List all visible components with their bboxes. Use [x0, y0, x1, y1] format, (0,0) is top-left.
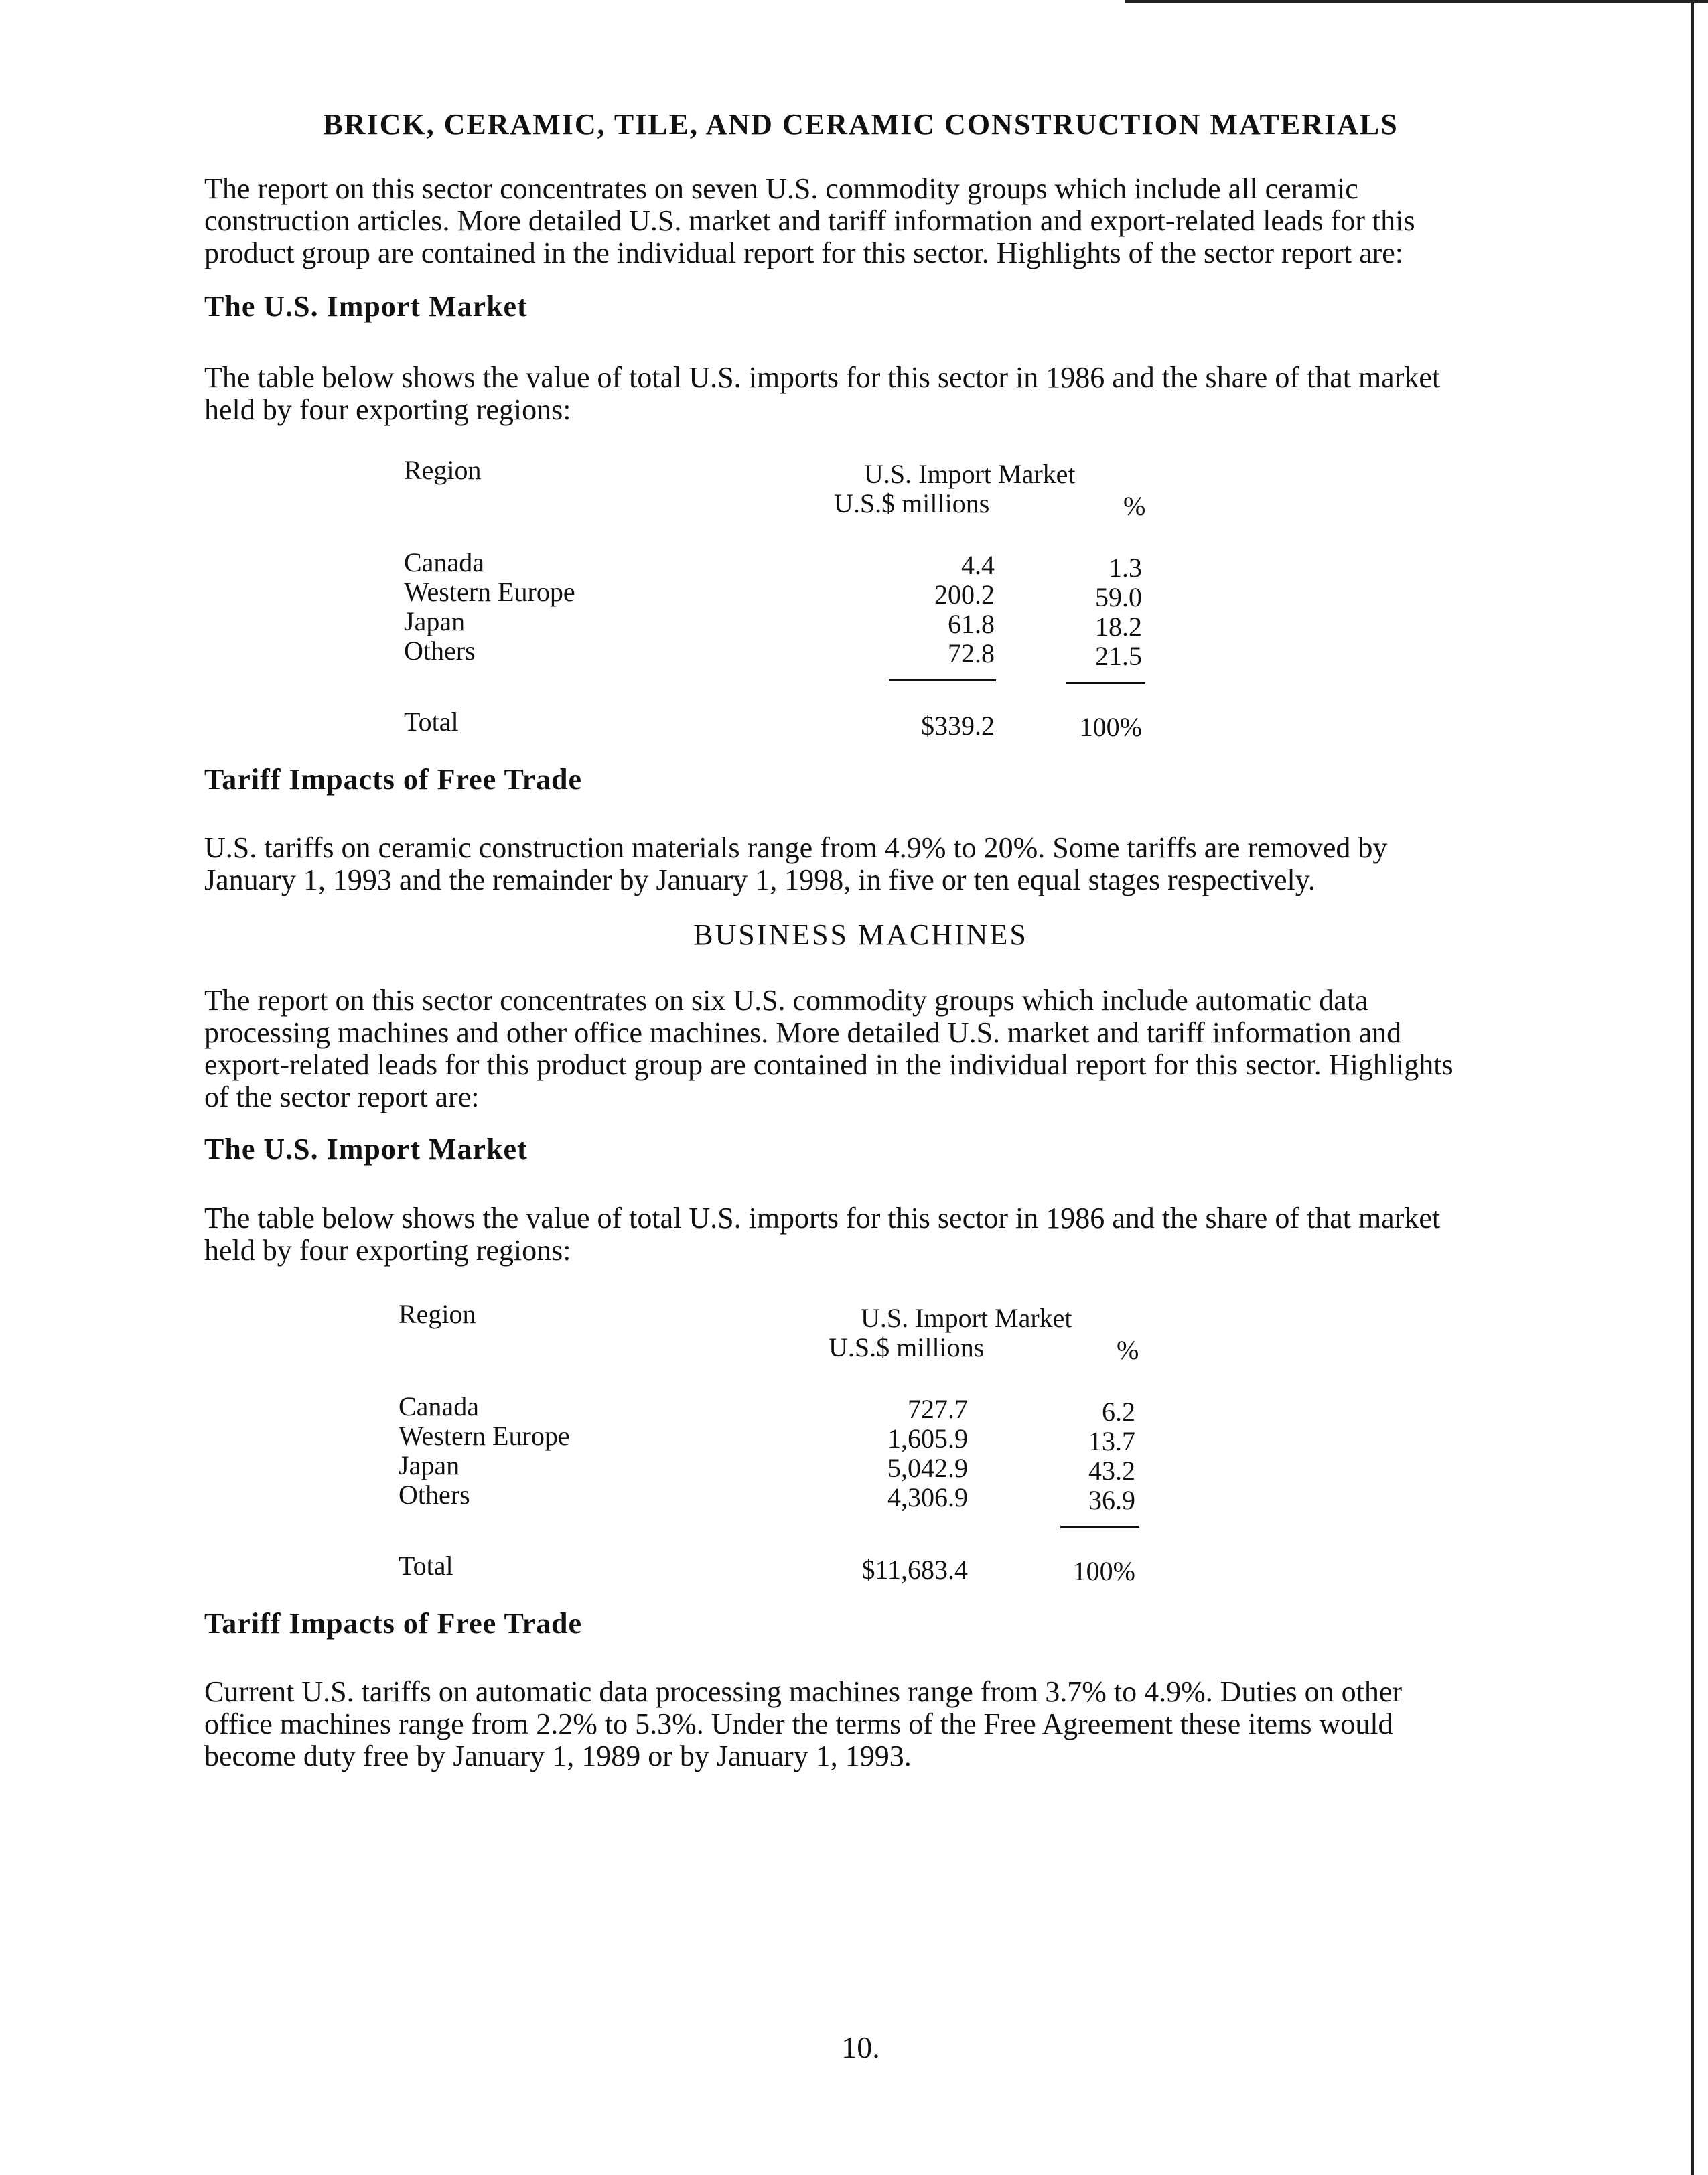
total-label: Total — [404, 707, 459, 737]
column-header-percent: % — [1123, 491, 1146, 521]
row-value: 72.8 — [948, 638, 995, 669]
text-line: U.S. tariffs on ceramic construction materials range from 4.9% to 20%. Some tariffs are removed by — [204, 831, 1388, 864]
text-line: processing machines and other office machines. More detailed U.S. market and tariff information and — [204, 1016, 1402, 1049]
section-intro-ceramics — [204, 173, 1517, 269]
row-percent: 18.2 — [1095, 612, 1142, 642]
text-line: The report on this sector concentrates on six U.S. commodity groups which include automatic data — [204, 984, 1368, 1017]
tariff-heading: Tariff Impacts of Free Trade — [204, 1607, 583, 1640]
text-line: construction articles. More detailed U.S. market and tariff information and export-related leads for this — [204, 204, 1415, 237]
tariff-paragraph — [204, 832, 1517, 896]
scan-edge-top — [1125, 0, 1708, 3]
import-market-heading: The U.S. Import Market — [204, 1133, 528, 1166]
row-percent: 13.7 — [1088, 1426, 1135, 1456]
subtotal-rule — [1066, 682, 1145, 684]
section-heading-business-machines: BUSINESS MACHINES — [693, 918, 1028, 951]
row-percent: 43.2 — [1088, 1456, 1135, 1486]
total-label: Total — [399, 1551, 453, 1581]
subtotal-rule — [889, 679, 996, 681]
section-heading-ceramics: BRICK, CERAMIC, TILE, AND CERAMIC CONSTRUCTION MATERIALS — [323, 108, 1399, 141]
row-value: 727.7 — [908, 1394, 968, 1424]
total-value: $11,683.4 — [861, 1555, 968, 1585]
section-intro-business-machines — [204, 985, 1517, 1113]
page-number: 10. — [841, 2030, 880, 2064]
text-line: export-related leads for this product group are contained in the individual report for this sector. Highlights — [204, 1048, 1453, 1081]
row-percent: 59.0 — [1095, 582, 1142, 612]
row-percent: 21.5 — [1095, 641, 1142, 671]
text-line: Current U.S. tariffs on automatic data processing machines range from 3.7% to 4.9%. Duties on other — [204, 1675, 1403, 1708]
row-label: Western Europe — [399, 1421, 570, 1451]
row-label: Canada — [404, 547, 484, 577]
column-header-value: U.S.$ millions — [829, 1332, 985, 1362]
row-label: Japan — [399, 1450, 460, 1480]
row-label: Japan — [404, 606, 466, 636]
column-header-value: U.S.$ millions — [834, 488, 990, 518]
column-header-percent: % — [1117, 1335, 1139, 1365]
text-line: The table below shows the value of total U.S. imports for this sector in 1986 and the share of that market — [204, 361, 1441, 394]
tariff-heading: Tariff Impacts of Free Trade — [204, 763, 583, 796]
row-label: Others — [404, 636, 476, 666]
column-header-region: Region — [404, 455, 482, 485]
column-group-header: U.S. Import Market — [864, 459, 1076, 489]
text-line: product group are contained in the individual report for this sector. Highlights of the sector report are: — [204, 236, 1404, 269]
row-percent: 1.3 — [1109, 553, 1142, 583]
total-value: $339.2 — [921, 711, 995, 741]
import-market-heading: The U.S. Import Market — [204, 290, 528, 323]
text-line: office machines range from 2.2% to 5.3%. Under the terms of the Free Agreement these items would — [204, 1707, 1393, 1740]
text-line: of the sector report are: — [204, 1080, 480, 1113]
total-percent: 100% — [1072, 1556, 1135, 1586]
text-line: held by four exporting regions: — [204, 393, 571, 426]
table-intro — [204, 1202, 1517, 1267]
tariff-paragraph — [204, 1676, 1517, 1772]
text-line: The table below shows the value of total U.S. imports for this sector in 1986 and the share of that market — [204, 1202, 1441, 1235]
row-value: 4.4 — [961, 550, 995, 580]
subtotal-rule — [1060, 1526, 1139, 1528]
row-label: Canada — [399, 1391, 479, 1421]
scan-edge-right — [1691, 0, 1694, 2175]
text-line: become duty free by January 1, 1989 or by January 1, 1993. — [204, 1740, 912, 1772]
text-line: January 1, 1993 and the remainder by January 1, 1998, in five or ten equal stages respectively. — [204, 863, 1315, 896]
row-value: 4,306.9 — [887, 1482, 968, 1513]
row-value: 200.2 — [934, 579, 995, 610]
column-header-region: Region — [399, 1299, 476, 1329]
row-value: 61.8 — [948, 609, 995, 639]
row-label: Others — [399, 1480, 470, 1510]
row-value: 1,605.9 — [887, 1423, 968, 1454]
row-percent: 6.2 — [1102, 1397, 1135, 1427]
column-group-header: U.S. Import Market — [861, 1303, 1072, 1333]
text-line: held by four exporting regions: — [204, 1234, 571, 1267]
total-percent: 100% — [1079, 712, 1142, 742]
table-intro — [204, 362, 1517, 426]
row-percent: 36.9 — [1088, 1485, 1135, 1515]
row-value: 5,042.9 — [887, 1453, 968, 1483]
row-label: Western Europe — [404, 577, 575, 607]
text-line: The report on this sector concentrates on seven U.S. commodity groups which include all ceramic — [204, 172, 1358, 205]
